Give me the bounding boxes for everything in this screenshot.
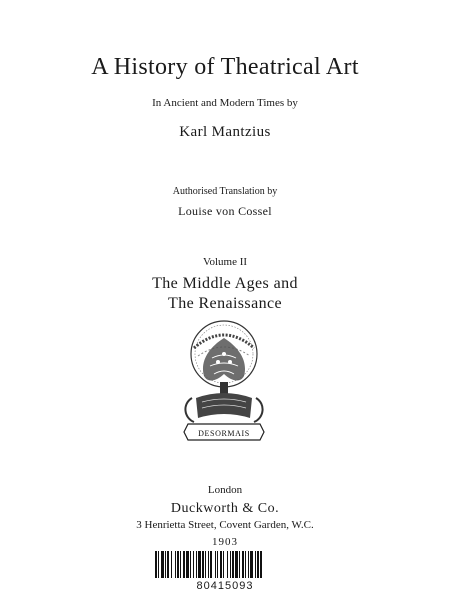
publisher-device-icon (178, 318, 270, 442)
barcode-bar (196, 551, 197, 578)
barcode-bar (210, 551, 212, 578)
imprint-publisher: Duckworth & Co. (170, 501, 280, 516)
barcode-bar (232, 551, 234, 578)
barcode-bar (186, 551, 189, 578)
barcode-bar (223, 551, 224, 578)
emblem-banner-text: DESORMAIS (198, 429, 250, 438)
imprint-place: London (207, 484, 243, 496)
barcode-bar (208, 551, 209, 578)
barcode-bar (239, 551, 240, 578)
translator-name: Louise von Cossel (178, 204, 272, 218)
barcode-bar (171, 551, 172, 578)
barcode-bar (242, 551, 244, 578)
barcode-bar (205, 551, 206, 578)
author-name: Karl Mantzius (179, 124, 271, 140)
barcode-bar (248, 551, 249, 578)
barcode-bar (175, 551, 176, 578)
barcode-bar (250, 551, 253, 578)
book-title: A History of Theatrical Art (91, 54, 359, 80)
barcode-bar (215, 551, 216, 578)
barcode-bar (202, 551, 204, 578)
imprint-year: 1903 (212, 536, 238, 548)
volume-title-line-2: The Renaissance (168, 295, 282, 312)
barcode-bar (257, 551, 259, 578)
barcode-bar (227, 551, 228, 578)
volume-number: Volume II (202, 256, 248, 268)
barcode-bar (165, 551, 166, 578)
barcode-bar (220, 551, 222, 578)
barcode-bar (180, 551, 181, 578)
volume-title-line-1: The Middle Ages and (152, 275, 298, 292)
barcode-bar (183, 551, 185, 578)
barcode-bar (177, 551, 179, 578)
imprint-address: 3 Henrietta Street, Covent Garden, W.C. (136, 519, 314, 531)
barcode-bar (260, 551, 262, 578)
barcode-bar (190, 551, 191, 578)
barcode-bar (255, 551, 256, 578)
barcode-bar (235, 551, 238, 578)
barcode-bar (167, 551, 169, 578)
barcode-icon (155, 551, 295, 578)
barcode-bar (158, 551, 159, 578)
translation-note: Authorised Translation by (172, 186, 278, 197)
book-subtitle: In Ancient and Modern Times by (152, 97, 298, 109)
barcode-bar (198, 551, 201, 578)
barcode-bar (155, 551, 157, 578)
barcode-bar (217, 551, 218, 578)
barcode-bar (245, 551, 246, 578)
barcode-number: 80415093 (196, 580, 254, 592)
barcode-bar (193, 551, 194, 578)
barcode-bar (230, 551, 231, 578)
barcode-bar (161, 551, 164, 578)
